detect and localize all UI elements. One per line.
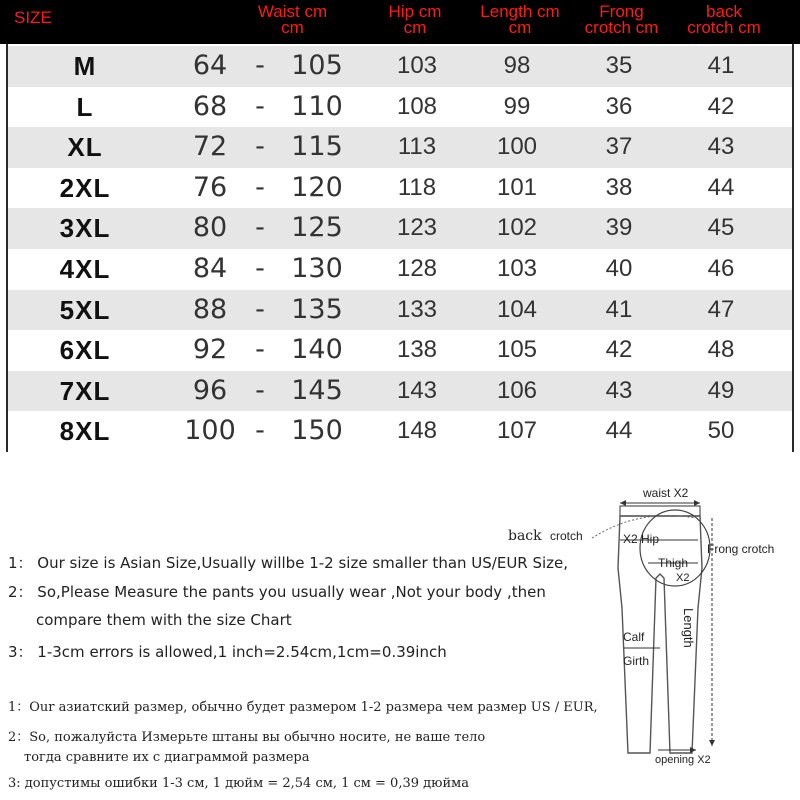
cell-front: 41 <box>605 295 633 323</box>
cell-length: 101 <box>496 173 538 201</box>
cell-hip: 108 <box>396 92 438 120</box>
note-ru-2-cont: тогда сравните их с диаграммой размера <box>24 750 310 765</box>
cell-waist-max: 105 <box>291 50 343 81</box>
cell-back: 42 <box>707 92 735 120</box>
cell-hip: 148 <box>396 417 438 445</box>
cell-size: 8XL <box>59 416 111 447</box>
label-back-crotch: crotch <box>550 529 583 543</box>
note-ru-2: 2：So, пожалуйста Измерьте штаны вы обычно носите, не ваше тело <box>8 730 486 745</box>
cell-dash: - <box>255 131 265 163</box>
cell-waist-min: 96 <box>192 374 228 406</box>
table-header <box>0 0 800 44</box>
cell-size: 3XL <box>59 213 111 244</box>
cell-dash: - <box>255 50 265 81</box>
cell-length: 100 <box>496 133 538 161</box>
cell-front: 40 <box>605 255 633 282</box>
cell-hip: 123 <box>396 214 438 242</box>
cell-hip: 118 <box>397 173 437 201</box>
cell-length: 99 <box>503 92 531 120</box>
cell-size: 2XL <box>59 172 111 203</box>
cell-back: 46 <box>707 255 735 282</box>
cell-hip: 103 <box>396 52 438 79</box>
header-waist: Waist cm cm <box>257 2 328 37</box>
header-size: SIZE <box>14 8 52 27</box>
cell-dash: - <box>255 334 265 366</box>
cell-waist-min: 76 <box>192 171 228 203</box>
cell-length: 107 <box>496 417 538 445</box>
cell-length: 106 <box>496 376 538 404</box>
label-back: back <box>508 528 542 544</box>
cell-waist-max: 110 <box>291 90 343 122</box>
table-row <box>8 168 792 209</box>
header-hip: Hip cm cm <box>388 2 442 37</box>
note-ru-3: 3: допустимы ошибки 1-3 см, 1 дюйм = 2,54 см, 1 см = 0,39 дюйма <box>8 776 469 791</box>
cell-waist-max: 115 <box>291 131 343 163</box>
label-front-crotch: Frong crotch <box>707 542 775 556</box>
label-thigh: Thigh <box>658 556 689 570</box>
label-length: Length <box>681 608 696 648</box>
cell-back: 50 <box>707 417 735 445</box>
note-en-3: 3： 1-3cm errors is allowed,1 inch=2.54cm,1cm=0.39inch <box>8 643 447 661</box>
label-hip: X2 Hip <box>623 532 660 546</box>
cell-waist-max: 125 <box>291 212 343 244</box>
cell-hip: 113 <box>397 133 437 161</box>
header-length: Length cm cm <box>480 2 560 37</box>
cell-size: 6XL <box>59 335 111 366</box>
table-row <box>8 46 792 87</box>
cell-waist-min: 88 <box>192 293 228 325</box>
table-row <box>8 330 792 371</box>
cell-hip: 143 <box>396 376 438 404</box>
label-opening: opening X2 <box>655 754 711 766</box>
note-ru-1: 1：Our азиатский размер, обычно будет размером 1-2 размера чем размер US / EUR, <box>8 700 598 715</box>
cell-back: 48 <box>707 336 735 364</box>
table-row <box>8 249 792 290</box>
table-row <box>8 290 792 331</box>
cell-back: 44 <box>707 173 735 201</box>
cell-front: 44 <box>605 417 633 445</box>
cell-length: 105 <box>496 336 538 364</box>
cell-front: 36 <box>605 92 633 120</box>
note-en-2-cont: compare them with the size Chart <box>36 611 292 629</box>
cell-size: M <box>73 51 97 81</box>
cell-waist-min: 80 <box>192 212 228 244</box>
cell-back: 45 <box>707 214 735 242</box>
cell-waist-max: 130 <box>291 253 343 284</box>
cell-front: 42 <box>605 336 633 364</box>
cell-front: 43 <box>605 376 633 404</box>
cell-dash: - <box>255 212 265 244</box>
table-row <box>8 411 792 452</box>
cell-hip: 133 <box>396 295 438 323</box>
label-thigh-x2: X2 <box>676 572 690 584</box>
cell-waist-min: 72 <box>192 131 228 163</box>
cell-dash: - <box>255 293 265 325</box>
cell-dash: - <box>255 415 265 447</box>
cell-waist-max: 120 <box>291 171 343 203</box>
table-row <box>8 371 792 412</box>
table-row <box>8 127 792 168</box>
cell-dash: - <box>255 253 265 284</box>
cell-waist-min: 100 <box>184 415 236 447</box>
label-waist: waist X2 <box>643 486 689 500</box>
cell-back: 41 <box>707 52 735 79</box>
cell-back: 43 <box>707 133 735 161</box>
cell-size: XL <box>67 132 103 163</box>
note-en-2: 2： So,Please Measure the pants you usually wear ,Not your body ,then <box>8 583 546 601</box>
cell-back: 49 <box>707 376 735 404</box>
cell-waist-max: 150 <box>291 415 343 447</box>
cell-length: 98 <box>503 52 531 79</box>
label-girth: Girth <box>623 654 650 668</box>
cell-waist-max: 135 <box>291 293 343 325</box>
cell-size: 7XL <box>59 375 111 406</box>
cell-front: 39 <box>605 214 633 242</box>
cell-length: 103 <box>496 255 538 282</box>
cell-dash: - <box>255 90 265 122</box>
table-row <box>8 208 792 249</box>
cell-waist-max: 140 <box>291 334 343 366</box>
pants-measurement-diagram <box>500 478 800 778</box>
cell-front: 37 <box>605 133 633 161</box>
cell-dash: - <box>255 374 265 406</box>
cell-hip: 128 <box>396 255 438 282</box>
pants-outline-icon <box>500 478 800 778</box>
label-calf: Calf <box>623 630 645 644</box>
cell-size: L <box>76 91 94 122</box>
cell-back: 47 <box>707 295 735 323</box>
table-row <box>8 87 792 128</box>
cell-hip: 138 <box>396 336 438 364</box>
cell-waist-min: 64 <box>192 50 228 81</box>
cell-waist-min: 68 <box>192 90 228 122</box>
header-back-crotch: back crotch cm <box>687 2 761 37</box>
cell-waist-max: 145 <box>291 374 343 406</box>
header-front-crotch: Frong crotch cm <box>584 2 659 37</box>
cell-dash: - <box>255 171 265 203</box>
cell-length: 104 <box>496 295 538 323</box>
cell-front: 38 <box>605 173 633 201</box>
cell-size: 5XL <box>59 294 111 325</box>
cell-waist-min: 92 <box>192 334 228 366</box>
cell-front: 35 <box>605 52 633 79</box>
cell-size: 4XL <box>59 254 111 284</box>
cell-waist-min: 84 <box>192 253 228 284</box>
note-en-1: 1： Our size is Asian Size,Usually willbe 1-2 size smaller than US/EUR Size, <box>8 554 569 572</box>
cell-length: 102 <box>496 214 538 242</box>
